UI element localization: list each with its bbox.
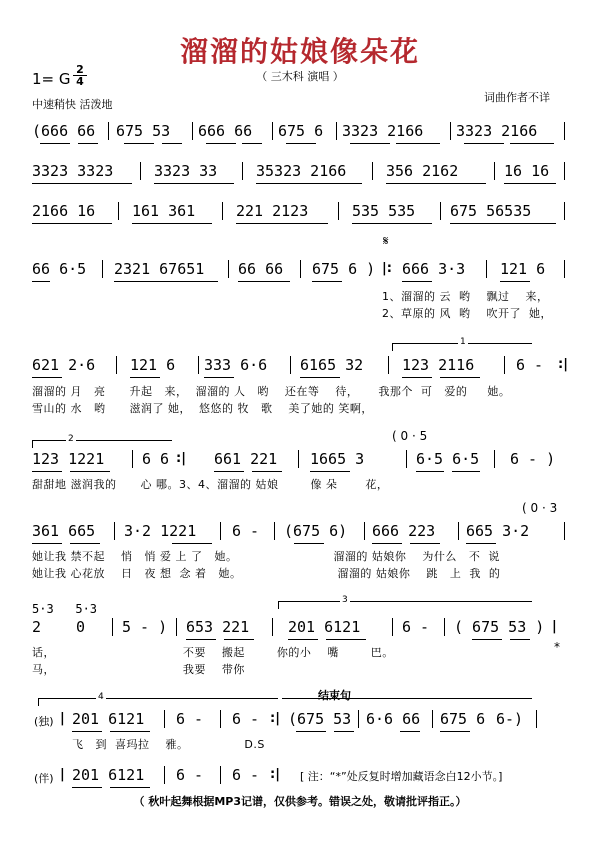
barline [274,522,275,540]
measure: 653 221 [186,618,250,636]
volta-bracket-3 [278,601,532,602]
beam [386,183,486,184]
score-row-6 [32,448,572,470]
repeat-end: :| [270,711,280,726]
barline [272,122,273,140]
barline [444,618,445,636]
measure: 66 6·5 [32,260,87,278]
measure: 123 2116 [402,356,475,374]
measure: 121 6 [130,356,176,374]
barline [290,356,291,374]
beam [256,183,362,184]
barline [222,202,223,220]
beam [288,639,318,640]
footer-note: （ 秋叶起舞根据MP3记谱，仅供参考。错误之处，敬请批评指正。） [133,795,467,808]
stacked-notes: 5·3 5·3 [32,602,98,616]
barline [164,766,165,784]
beam [238,281,290,282]
barline [242,162,243,180]
beam [396,143,440,144]
volta-bracket-2-edge [32,440,33,448]
beam [186,639,216,640]
measure: 666 223 [372,522,436,540]
repeat-end: :| [176,451,186,466]
barline [164,710,165,728]
measure: 675 56535 [450,202,532,220]
barline [112,618,113,636]
lyric-line: 雪山的 水 哟 滋润了 她， 悠悠的 牧 歌 美了她的 笑啊， [32,402,373,415]
barline [358,710,359,728]
beam [72,787,102,788]
beam [132,223,212,224]
barline [220,710,221,728]
beam [252,471,282,472]
composer-credit: 词曲作者不详 [484,91,550,104]
beam [510,639,530,640]
beam [500,281,530,282]
time-signature-bottom: 4 [73,75,87,87]
beam [294,543,324,544]
measure: (675 53 [288,710,352,728]
measure: 535 535 [352,202,416,220]
beam [40,143,70,144]
measure: 161 361 [132,202,196,220]
measure: 0 [76,618,86,636]
measure: 221 2123 [236,202,309,220]
beam [32,281,50,282]
volta-number-1: 1 [460,337,466,347]
key-signature: 1= G [32,70,71,88]
measure: 3323 2166 [342,122,424,140]
annotation-note: [ 注：“*”处反复时增加藏语念白12小节。] [300,770,503,783]
volta-bracket-3-edge [278,601,279,609]
barline [564,260,565,278]
barline [486,260,487,278]
measure: 2321 67651 [114,260,205,278]
barline [450,122,451,140]
beam [32,183,132,184]
beam [466,543,496,544]
measure: 361 665 [32,522,96,540]
beam [402,281,432,282]
beam [32,471,62,472]
beam [242,143,262,144]
chorus-label: (伴) [34,772,54,785]
beam [440,731,470,732]
measure: 201 6121 [72,710,145,728]
measure: 6165 32 [300,356,364,374]
beam [312,281,342,282]
measure: 3·2 1221 [124,522,197,540]
beam [334,731,354,732]
measure: 666 66 [198,122,253,140]
beam [78,143,98,144]
measure: 6 - [232,710,260,728]
measure: 2166 16 [32,202,96,220]
beam [452,471,480,472]
time-signature-top: 2 [76,63,84,76]
barline [102,260,103,278]
pickup-note: ( 0 · 3 [522,501,558,515]
measure: 16 16 [504,162,550,180]
barline [140,162,141,180]
measure: 6 - [232,766,260,784]
barline [564,122,565,140]
beam [70,471,110,472]
measure: 6 - [232,522,260,540]
score-row-5 [32,354,572,376]
beam [352,223,432,224]
volta-number-4: 4 [98,692,104,702]
measure: (675 6) [284,522,348,540]
measure: 35323 2166 [256,162,347,180]
lyric-line: 马， 我要 带你 [32,663,245,676]
measure: 675 6 [440,710,486,728]
beam [286,143,316,144]
segno-sign: 𝄋 [383,234,389,249]
measure: 201 6121 [72,766,145,784]
lyric-line: 她让我 禁不起 悄 悄 爱 上 了 她。 溜溜的 姑娘你 为什么 不 说 [32,550,500,563]
barline [220,522,221,540]
measure: 333 6·6 [204,356,268,374]
score-row-10 [60,764,300,786]
beam [510,143,554,144]
measure: 661 221 [214,450,278,468]
measure: 121 6 [500,260,546,278]
beam [154,183,234,184]
beam [410,543,440,544]
repeat-end: | [552,619,557,634]
measure: 5 - ) [122,618,168,636]
barline [494,450,495,468]
beam [32,377,62,378]
measure: 621 2·6 [32,356,96,374]
lyric-line: 甜甜地 滋润我的 心 哪。3、4、溜溜的 姑娘 像 朵 花， [32,478,389,491]
barline [114,522,115,540]
beam [172,543,212,544]
beam [214,471,244,472]
measure: 675 53 [116,122,171,140]
measure: 66 66 [238,260,284,278]
score-row-1 [32,120,572,142]
beam [416,471,444,472]
beam [300,377,340,378]
lyric-line: 话， 不要 搬起 你的小 嘴 巴。 [32,646,394,659]
beam [450,223,556,224]
beam [72,731,102,732]
score-row-9 [60,708,540,730]
beam [310,471,350,472]
beam [206,143,236,144]
beam [130,377,160,378]
beam [124,143,154,144]
barline [564,522,565,540]
measure: 3323 3323 [32,162,114,180]
pickup-note: ( 0 · 5 [392,429,428,443]
beam [402,377,432,378]
measure: 3323 33 [154,162,218,180]
repeat-end: :| [270,767,280,782]
beam [162,143,182,144]
measure: 356 2162 [386,162,459,180]
measure: (666 66 [32,122,96,140]
lyric-line: 溜溜的 月 亮 升起 来， 溜溜的 人 哟 还在等 待， 我那个 可 爱的 她。 [32,385,511,398]
measure: 2 [32,618,42,636]
beam [326,639,366,640]
measure: 6 - [402,618,430,636]
beam [296,731,326,732]
lyric-line: 她让我 心花放 日 夜 想 念 着 她。 溜溜的 姑娘你 跳 上 我 的 [32,567,501,580]
beam [372,543,402,544]
beam [440,377,480,378]
beam [204,377,234,378]
asterisk-mark: * [554,640,560,654]
beam [32,223,112,224]
system-bracket: | [60,711,65,726]
beam [464,143,504,144]
barline [198,356,199,374]
tempo-marking: 中速稍快 活泼地 [32,98,113,111]
beam [114,281,218,282]
measure: 6 - [176,766,204,784]
measure: 665 3·2 [466,522,530,540]
song-title: 溜溜的姑娘像朵花 [179,35,420,68]
barline [504,356,505,374]
measure: 6 - [176,710,204,728]
barline [372,162,373,180]
beam [400,731,420,732]
barline [406,450,407,468]
beam [472,639,502,640]
barline [494,162,495,180]
volta-number-3: 3 [342,595,348,605]
measure: 6 - ) [510,450,556,468]
barline [108,122,109,140]
score-row-4 [32,258,572,280]
measure: ( 675 53 ) [454,618,545,636]
volta-bracket-1-edge [392,343,393,351]
beam [110,731,150,732]
barline [300,260,301,278]
score-row-7 [32,520,572,542]
barline [336,122,337,140]
beam [70,543,100,544]
barline [392,618,393,636]
barline [220,766,221,784]
measure: 6·6 66 [366,710,421,728]
score-row-2 [32,160,572,182]
beam [350,143,390,144]
lyric-line: 1、溜溜的 云 哟 飘过 来， [382,290,549,303]
measure: 675 6 ) [312,260,376,278]
time-signature [73,64,87,87]
measure: 201 6121 [288,618,361,636]
barline [116,356,117,374]
beam [224,639,254,640]
measure: 6-) [496,710,524,728]
barline [564,202,565,220]
barline [192,122,193,140]
measure: 6·5 6·5 [416,450,480,468]
barline [458,522,459,540]
beam [236,223,328,224]
volta-bracket-2 [32,440,172,441]
score-row-8 [32,616,572,638]
measure: 1665 3 [310,450,365,468]
barline [338,202,339,220]
barline [176,618,177,636]
ending-label: 结束句 [318,689,351,702]
barline [564,162,565,180]
barline [536,710,537,728]
solo-label: (独) [34,715,54,728]
barline [364,522,365,540]
barline [132,450,133,468]
volta-bracket-4-edge [38,698,39,706]
volta-number-2: 2 [68,434,74,444]
lyric-line: 飞 到 喜玛拉 雅。 D.S [72,738,265,751]
repeat-start: |: [382,261,392,276]
beam [110,787,150,788]
system-bracket: | [60,767,65,782]
barline [118,202,119,220]
barline [388,356,389,374]
score-row-3 [32,200,572,222]
measure: 3323 2166 [456,122,538,140]
barline [228,260,229,278]
barline [272,618,273,636]
lyric-line: 2、草原的 风 哟 吹开了 她， [382,307,552,320]
barline [298,450,299,468]
repeat-end: :| [558,357,568,372]
beam [504,183,556,184]
barline [440,202,441,220]
volta-bracket-4 [38,698,278,699]
singer-credit: （ 三木科 演唱 ） [256,70,344,83]
barline [432,710,433,728]
measure: 675 6 [278,122,324,140]
measure: 666 3·3 [402,260,466,278]
measure: 6 6 [142,450,170,468]
measure: 123 1221 [32,450,105,468]
measure: 6 - [516,356,544,374]
beam [32,543,62,544]
